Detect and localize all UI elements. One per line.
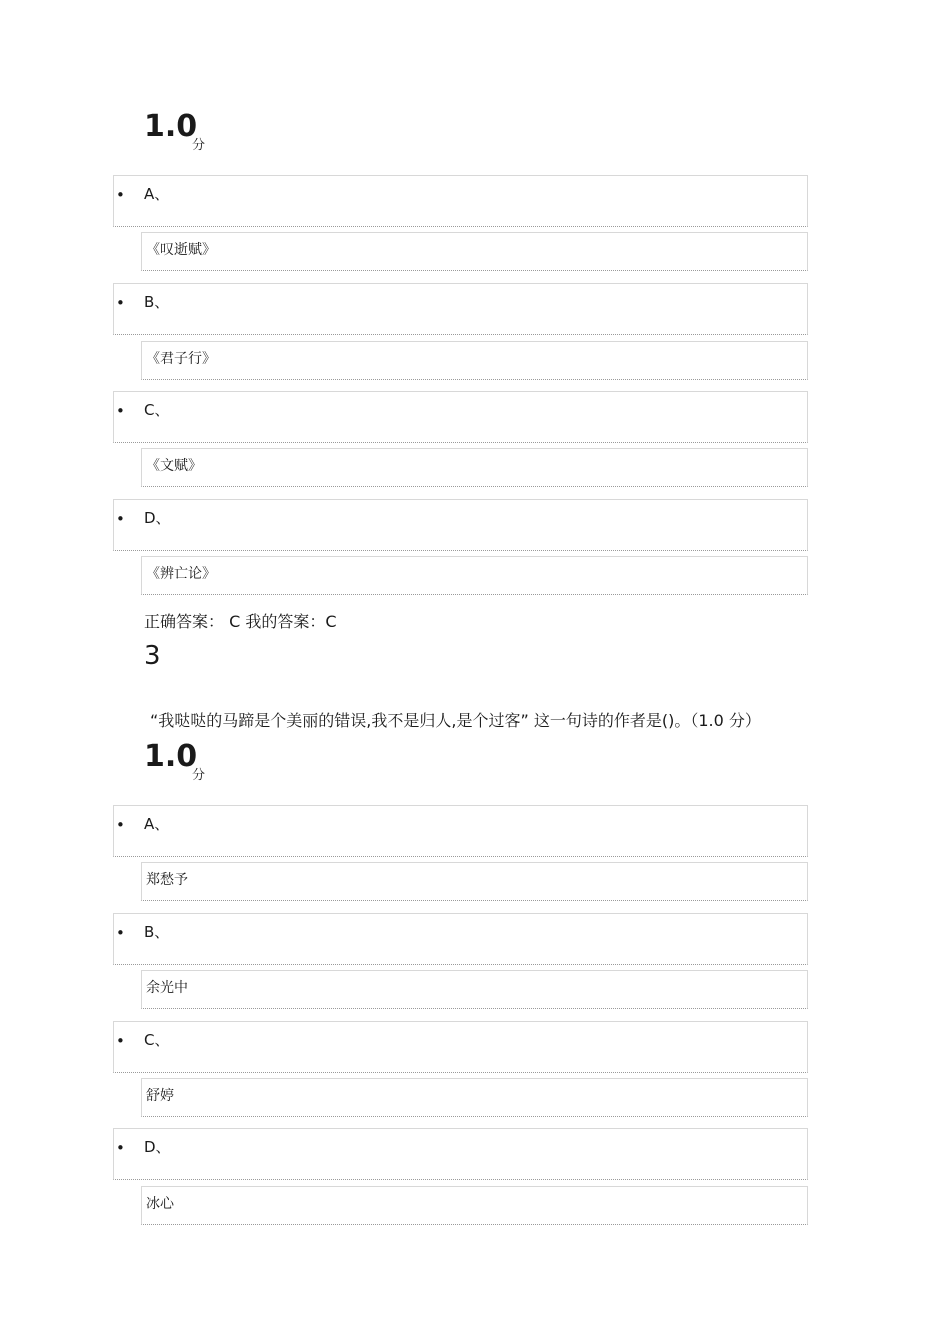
bullet-icon: • — [116, 186, 125, 204]
option-a-text[interactable] — [141, 232, 808, 271]
option-c[interactable] — [113, 1021, 808, 1073]
bullet-icon: • — [116, 402, 125, 420]
bullet-icon: • — [116, 816, 125, 834]
bullet-icon: • — [116, 510, 125, 528]
score-value: 1.0 — [144, 109, 198, 144]
option-b-text[interactable] — [141, 970, 808, 1009]
option-text: 冰心 — [146, 1196, 174, 1212]
score-unit: 分 — [192, 138, 206, 153]
option-c-text[interactable] — [141, 448, 808, 487]
option-a-text[interactable] — [141, 862, 808, 901]
question-text: “我哒哒的马蹄是个美丽的错误,我不是归人,是个过客” 这一句诗的作者是()。（1.0 分） — [150, 711, 761, 730]
option-d[interactable] — [113, 1128, 808, 1180]
option-text: 《文赋》 — [146, 458, 202, 474]
option-d-text[interactable] — [141, 556, 808, 595]
bullet-icon: • — [116, 294, 125, 312]
bullet-icon: • — [116, 1139, 125, 1157]
bullet-icon: • — [116, 924, 125, 942]
option-letter: B、 — [144, 923, 170, 941]
option-b[interactable] — [113, 913, 808, 965]
option-d-text[interactable] — [141, 1186, 808, 1225]
question-number: 3 — [144, 641, 161, 671]
answer-line: 正确答案： C 我的答案：C — [144, 612, 337, 631]
option-d[interactable] — [113, 499, 808, 551]
option-letter: C、 — [144, 401, 170, 419]
option-letter: D、 — [144, 1138, 171, 1156]
option-letter: B、 — [144, 293, 170, 311]
option-a[interactable] — [113, 175, 808, 227]
option-a[interactable] — [113, 805, 808, 857]
option-text: 《君子行》 — [146, 351, 216, 367]
option-letter: A、 — [144, 815, 170, 833]
option-letter: C、 — [144, 1031, 170, 1049]
option-text: 郑愁予 — [146, 872, 188, 888]
option-text: 《辨亡论》 — [146, 566, 216, 582]
score-unit: 分 — [192, 768, 206, 783]
option-text: 《叹逝赋》 — [146, 242, 216, 258]
score-value: 1.0 — [144, 739, 198, 774]
option-c[interactable] — [113, 391, 808, 443]
option-b-text[interactable] — [141, 341, 808, 380]
option-c-text[interactable] — [141, 1078, 808, 1117]
bullet-icon: • — [116, 1032, 125, 1050]
option-text: 余光中 — [146, 980, 188, 996]
option-text: 舒婷 — [146, 1088, 174, 1104]
option-letter: D、 — [144, 509, 171, 527]
option-letter: A、 — [144, 185, 170, 203]
option-b[interactable] — [113, 283, 808, 335]
